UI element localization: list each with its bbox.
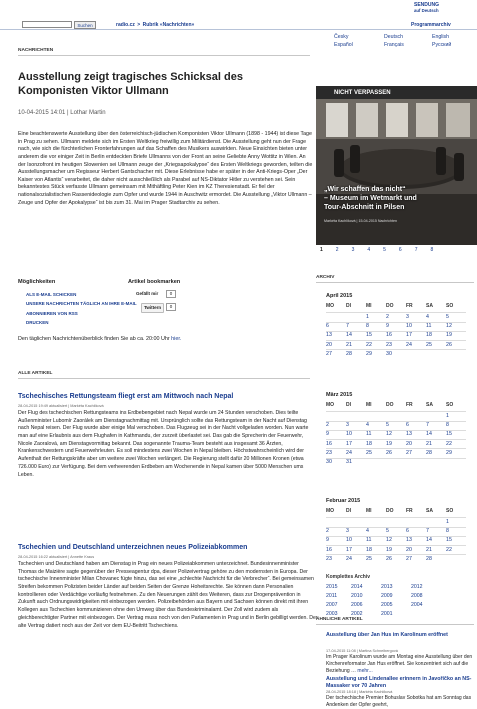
year-link[interactable]: 2013: [381, 584, 393, 590]
calendar-day[interactable]: 23: [326, 449, 346, 458]
weekday-header: MO: [326, 508, 335, 515]
calendar-day[interactable]: 24: [406, 341, 426, 350]
pager-item[interactable]: 8: [430, 247, 434, 253]
calendar-empty-cell: [386, 458, 406, 467]
like-count: 0: [166, 290, 176, 298]
caption-line: Tour-Abschnitt in Pilsen: [324, 204, 405, 212]
calendar-day[interactable]: 16: [326, 440, 346, 449]
top-bar: [0, 0, 477, 30]
weekday-header: FR: [406, 402, 413, 409]
year-link[interactable]: 2007: [326, 602, 338, 609]
brand-line-1: SENDUNG: [414, 2, 440, 8]
article-body: Eine beachtenswerte Ausstellung über den österreichisch-jüdischen Komponisten Viktor Ullmann (1898 - 1944) ist diese Tage in Prag zu sehen. Ullmann meldete sich im Ersten Weltkrieg freiwillig zum Militärdienst. Die Ausstellung geht nun der Frage nach, wie sich die fürchterlichen Fronterfahrungen auf das Schaffen des Musikers auswirkten. Neue Einsichten bieten unter anderem die vor einiger Zeit in Berlin entdeckten Briefe Ullmanns von der Front an seine Geliebte Anny Wottitz in Wien. An der Isonzofront im heutigen Slowenien sei Ullmann zeuge der „Kriegsapokalypse“ des Ersten Weltkriegs geworden, teilten die Ausstellungsmacher um Regisseur Herbert Gantschacher mit. Diese Erlebnisse habe er später in der Anti-Kriegs-Oper „Der Kaiser von Atlantis“ verarbeitet, die daher nicht ausschließlich als Parabel auf NS-Diktator Hitler zu verstehen sei. Sein bekanntestes Stück verfasste Ullmann gemeinsam mit Mithäftling Peter Kien im KZ Theresienstadt. Er fiel der nationalsozialistischen Rassenideologie zum Opfer und wurde 1944 in Auschwitz ermordet. Die Ausstellung „Viktor Ullmann – Zeuge und Opfer der Apokalypse“ ist bis zum 31. Mai im Prager Stadtarchiv zu sehen.: [18, 131, 313, 206]
calendar-empty-cell: [346, 313, 366, 322]
divider: [316, 624, 474, 625]
article-link-rescue-team[interactable]: Tschechisches Rettungsteam fliegt erst am Mittwoch nach Nepal: [18, 393, 234, 400]
weekday-header: MI: [366, 303, 372, 310]
pager-item[interactable]: 4: [367, 247, 371, 253]
article-link-police-agreement[interactable]: Tschechien und Deutschland unterzeichnen neues Polizeiabkommen: [18, 544, 248, 551]
nicht-verpassen-caption[interactable]: [316, 185, 477, 212]
weekday-header: MO: [326, 303, 335, 310]
calendar-empty-cell: [426, 412, 446, 421]
divider: [316, 282, 474, 283]
calendar-empty-cell: [326, 313, 346, 322]
calendar-day[interactable]: 14: [346, 331, 366, 340]
calendar-day[interactable]: 16: [386, 331, 406, 340]
calendar-maerz: [326, 392, 474, 467]
calendar-day[interactable]: 31: [346, 458, 366, 467]
options-list: [26, 290, 137, 328]
year-link[interactable]: 2003: [326, 611, 338, 618]
calendar-empty-cell: [366, 412, 386, 421]
pager-item[interactable]: 7: [414, 247, 418, 253]
calendar-day[interactable]: 19: [446, 331, 466, 340]
calendar-day[interactable]: 1: [366, 313, 386, 322]
calendar-day[interactable]: 1: [446, 412, 466, 421]
divider: [18, 378, 310, 379]
pager-item[interactable]: 3: [351, 247, 355, 253]
complete-archive-title: Komplettes Archiv: [326, 574, 370, 580]
calendar-day[interactable]: 8: [446, 421, 466, 430]
calendar-month-title: April 2015: [326, 293, 353, 299]
calendar-day[interactable]: 17: [346, 546, 366, 555]
calendar-day[interactable]: 6: [406, 421, 426, 430]
breadcrumb-section[interactable]: Rubrik «Nachrichten»: [142, 22, 195, 28]
calendar-day[interactable]: 7: [426, 527, 446, 536]
calendar-empty-cell: [426, 350, 446, 359]
calendar-empty-cell: [366, 518, 386, 527]
article-title: Ausstellung zeigt tragisches Schicksal des Komponisten Viktor Ullmann: [18, 71, 243, 97]
email-article-link[interactable]: ALS E-MAIL SCHICKEN: [26, 292, 77, 297]
article-teaser: Tschechien und Deutschland haben am Dienstag in Prag ein neues Polizeiabkommen unterzeichnet. Bundesinnenminister Thomas de Maizière sagte gegenüber der Presseagentur dpa, dieser Polizeivertrag gehöre zu den modernsten in Europa. Der tschechische Innenminister Milan Chovanec fügte hinzu, das sei eine „schlechte Nachricht für die Verbrecher“. Bei gemeinsamen Streifen bekommen Polizisten beider Länder auf beiden Seiten der Grenze Hoheitsrechte. Sie können dann Personalien kontrollieren oder Verdächtige vorläufig festnehmen. Zu den Neuerungen zählt des Weiteren, dass zur Drogenprävention in Zukunft auch Ordnungswidrigkeiten mit einbezogen werden. Polizeibehörden aus Bayern und Sachsen können direkt mit ihren Kollegen aus Tschechien kommunizieren ohne den Umweg über das Bundeskriminalamt. Der Zoll wird zudem als gleichberechtigter Partner mit einbezogen. Der Vertrag muss noch von den Parlamenten in Prag und in Berlin gebilligt werden. Der alte Vertrag datiert noch aus der Zeit vor dem EU-Beitritt Tschechiens.: [18, 561, 318, 629]
similar-article-link[interactable]: Ausstellung über Jan Hus im Karolinum eröffnet: [326, 632, 448, 638]
calendar-april: [326, 293, 474, 359]
weekday-header: FR: [406, 508, 413, 515]
calendar-day[interactable]: 14: [426, 430, 446, 439]
calendar-empty-cell: [386, 412, 406, 421]
year-link[interactable]: 2010: [351, 593, 363, 600]
daily-news-email-link[interactable]: UNSERE NACHRICHTEN TÄGLICH AN IHRE E-MAIL: [26, 301, 137, 307]
section-label-news: NACHRICHTEN: [18, 48, 54, 53]
lang-link-en[interactable]: English: [432, 34, 450, 40]
nicht-verpassen-header: NICHT VERPASSEN: [316, 86, 477, 99]
rss-subscribe-link[interactable]: ABONNIEREN VON RSS: [26, 310, 78, 316]
calendar-day[interactable]: 13: [406, 430, 426, 439]
calendar-day[interactable]: 4: [426, 313, 446, 322]
year-link[interactable]: 2009: [381, 593, 393, 600]
calendar-day[interactable]: 4: [366, 527, 386, 536]
caption-line: – Museum im Wetmarkt und: [324, 195, 417, 203]
pager-item[interactable]: 6: [398, 247, 402, 253]
calendar-day[interactable]: 2: [326, 421, 346, 430]
breadcrumb-separator: >: [137, 22, 141, 28]
lang-link-fr[interactable]: Français: [384, 42, 404, 49]
similar-teaser-text: Im Prager Karolinum wurde am Montag eine Ausstellung über den Kirchenreformator Jan Hus eröffnet. Sie konzentriert sich auf die Beziehung …: [326, 654, 473, 675]
calendar-day[interactable]: 20: [326, 341, 346, 350]
calendar-day[interactable]: 5: [386, 421, 406, 430]
carousel-pager: [320, 247, 433, 254]
year-link[interactable]: 2008: [411, 593, 423, 600]
calendar-month-title: März 2015: [326, 392, 353, 398]
weekday-header: MI: [366, 508, 372, 515]
breadcrumb: [116, 22, 194, 29]
calendar-day[interactable]: 26: [386, 555, 406, 564]
calendar-day[interactable]: 26: [446, 341, 466, 350]
calendar-day[interactable]: 29: [446, 449, 466, 458]
similar-article-link[interactable]: Ausstellung und Lindenallee erinnern in Javoříčko an NS-Massaker vor 70 Jahren: [326, 676, 472, 689]
calendar-day[interactable]: 5: [386, 527, 406, 536]
similar-article-meta: 28-04-2015 18:18 | Markéta Kachlíková: [326, 690, 393, 694]
similar-article-meta: 17-04-2015 11:08 | Martina Schneibergová: [326, 649, 398, 653]
weekday-header: MI: [366, 402, 372, 409]
weekday-header: DO: [386, 402, 394, 409]
calendar-day[interactable]: 8: [446, 527, 466, 536]
calendar-day[interactable]: 12: [386, 430, 406, 439]
calendar-day[interactable]: 6: [326, 322, 346, 331]
calendar-day[interactable]: 12: [446, 322, 466, 331]
calendar-day[interactable]: 27: [406, 449, 426, 458]
overview-link[interactable]: hier.: [171, 336, 182, 342]
weekday-header: MO: [326, 402, 335, 409]
calendar-day[interactable]: 28: [426, 449, 446, 458]
calendar-empty-cell: [406, 518, 426, 527]
calendar-day[interactable]: 29: [366, 350, 386, 359]
calendar-day[interactable]: 7: [346, 322, 366, 331]
pager-item[interactable]: 5: [383, 247, 386, 253]
calendar-day[interactable]: 17: [406, 331, 426, 340]
calendar-day[interactable]: 30: [326, 458, 346, 467]
calendar-day[interactable]: 27: [326, 350, 346, 359]
section-label-all-articles: ALLE ARTIKEL: [18, 371, 53, 376]
calendar-day[interactable]: 28: [346, 350, 366, 359]
calendar-februar: [326, 498, 474, 564]
calendar-day[interactable]: 8: [366, 322, 386, 331]
calendar-day[interactable]: 20: [406, 546, 426, 555]
calendar-day[interactable]: 14: [426, 536, 446, 545]
calendar-day[interactable]: 25: [426, 341, 446, 350]
year-link[interactable]: 2005: [381, 602, 393, 609]
calendar-day[interactable]: 3: [406, 313, 426, 322]
section-label-archive: ARCHIV: [316, 275, 335, 280]
similar-article-teaser: Der tschechische Premier Bohuslav Sobotka hat am Sonntag das Andenken der Opfer geehrt,: [326, 695, 472, 709]
calendar-day[interactable]: 23: [386, 341, 406, 350]
calendar-day[interactable]: 1: [446, 518, 466, 527]
article-meta: 28-04-2015 19:49 aktualisiert | Markéta Kachlíková: [18, 404, 104, 408]
options-title: Möglichkeiten: [18, 279, 56, 285]
calendar-day[interactable]: 13: [326, 331, 346, 340]
weekday-header: SO: [446, 303, 454, 310]
calendar-day[interactable]: 16: [326, 546, 346, 555]
calendar-day[interactable]: 21: [426, 440, 446, 449]
calendar-day[interactable]: 2: [386, 313, 406, 322]
calendar-day[interactable]: 15: [446, 430, 466, 439]
caption-line: „Wir schaffen das nicht“: [324, 186, 406, 193]
calendar-day[interactable]: 21: [426, 546, 446, 555]
year-link[interactable]: 2002: [351, 611, 363, 618]
weekday-header: DO: [386, 303, 394, 310]
year-link[interactable]: 2015: [326, 584, 338, 590]
section-label-similar: ÄHNLICHE ARTIKEL: [316, 617, 363, 622]
breadcrumb-site[interactable]: radio.cz: [116, 22, 135, 28]
lang-link-ru[interactable]: Русский: [432, 42, 452, 49]
article-dateline: 10-04-2015 14:01 | Lothar Martin: [18, 110, 106, 116]
article-teaser: Der Flug des tschechischen Rettungsteams ins Erdbebengebiet nach Nepal wurde um 24 Stunden verschoben. Dies teilte Außenminister Lubomír Zaorálek am Dienstagnachmittag mit. Ursprünglich sollte das Rettungsteam in der Nacht auf Dienstag nach Nepal reisen. Der Flug wurde aber einige Mal verschoben. Das Flugzeug sei in der Nacht vollgeladen worden. Nun warte man auf eine Erlaubnis aus dem Flughafen in Kathmandu, der zurzeit überlastet sei. Das gab die Sprecherin der Feuerwehr, Nicole Zaoralová, am Dienstagvormittag bekannt. Das sogenannte Trauma-Team besteht aus insgesamt 36 Ärzten, Krankenschwestern und Feuerwehrleuten. Es soll mindestens zwei Wochen in Nepal bleiben. Höchstwahrscheinlich wird der Aufenthalt der Rettungskräfte aber um weitere zwei Wochen verlängert. Die Regierung stellt dafür 20 Millionen Kronen (etwa 726.000 Euro) zur Verfügung. Bei dem verheerenden Erdbeben am Wochenende in Nepal kamen über 5000 Menschen ums Leben.: [18, 410, 309, 478]
divider: [18, 55, 310, 56]
program-archive-link[interactable]: Programmarchiv: [411, 21, 451, 28]
calendar-day[interactable]: 10: [346, 430, 366, 439]
calendar-day[interactable]: 15: [446, 536, 466, 545]
calendar-empty-cell: [346, 412, 366, 421]
calendar-day[interactable]: 18: [366, 546, 386, 555]
calendar-empty-cell: [426, 518, 446, 527]
weekday-header: SO: [446, 508, 454, 515]
lang-link-de[interactable]: Deutsch: [384, 34, 404, 40]
calendar-day[interactable]: 17: [346, 440, 366, 449]
calendar-day[interactable]: 30: [386, 350, 406, 359]
calendar-day[interactable]: 3: [346, 527, 366, 536]
calendar-day[interactable]: 18: [366, 440, 386, 449]
calendar-grid: [326, 508, 466, 563]
weekday-header: FR: [406, 303, 413, 310]
year-link[interactable]: 2011: [326, 593, 338, 600]
search-input[interactable]: [22, 21, 72, 28]
calendar-empty-cell: [386, 518, 406, 527]
calendar-empty-cell: [446, 350, 466, 359]
calendar-day[interactable]: 19: [386, 546, 406, 555]
calendar-day[interactable]: 23: [326, 555, 346, 564]
calendar-day[interactable]: 7: [426, 421, 446, 430]
weekday-header: SO: [446, 402, 454, 409]
brand-line-2: auf Deutsch: [414, 8, 439, 13]
tweet-count: 0: [166, 303, 176, 311]
similar-article-teaser: [326, 654, 474, 675]
calendar-day[interactable]: 25: [366, 449, 386, 458]
search-button[interactable]: Suchen: [74, 21, 96, 29]
brand-logo[interactable]: [400, 2, 460, 13]
calendar-day[interactable]: 11: [426, 322, 446, 331]
calendar-day[interactable]: 2: [326, 527, 346, 536]
calendar-day[interactable]: 10: [406, 322, 426, 331]
calendar-month-title: Februar 2015: [326, 498, 361, 504]
calendar-empty-cell: [406, 350, 426, 359]
calendar-day[interactable]: 22: [446, 546, 466, 555]
pager-item[interactable]: 1: [320, 247, 323, 253]
calendar-day[interactable]: 5: [446, 313, 466, 322]
year-link[interactable]: 2001: [381, 611, 393, 618]
calendar-day[interactable]: 3: [346, 421, 366, 430]
year-link[interactable]: 2004: [411, 602, 423, 609]
like-button[interactable]: Gefällt mir: [136, 291, 159, 296]
calendar-day[interactable]: 18: [426, 331, 446, 340]
language-selector: [334, 34, 474, 49]
calendar-empty-cell: [326, 518, 346, 527]
calendar-empty-cell: [446, 555, 466, 564]
article-meta: 28-04-2015 16:22 aktualisiert | Annette Kraus: [18, 555, 95, 559]
daily-overview: [18, 336, 181, 343]
calendar-day[interactable]: 9: [326, 430, 346, 439]
weekday-header: SA: [426, 508, 433, 515]
calendar-day[interactable]: 27: [406, 555, 426, 564]
calendar-empty-cell: [426, 458, 446, 467]
weekday-header: SA: [426, 402, 433, 409]
calendar-day[interactable]: 21: [346, 341, 366, 350]
calendar-day[interactable]: 24: [346, 555, 366, 564]
year-link[interactable]: 2012: [411, 584, 423, 590]
weekday-header: DI: [346, 402, 351, 409]
calendar-day[interactable]: 12: [386, 536, 406, 545]
weekday-header: SA: [426, 303, 433, 310]
calendar-day[interactable]: 15: [366, 331, 386, 340]
calendar-grid: [326, 402, 466, 467]
calendar-day[interactable]: 10: [346, 536, 366, 545]
calendar-empty-cell: [366, 458, 386, 467]
calendar-day[interactable]: 11: [366, 536, 386, 545]
calendar-empty-cell: [326, 412, 346, 421]
overview-text: Den täglichen Nachrichtenüberblick finden Sie ab ca. 20:00 Uhr: [18, 336, 172, 342]
calendar-day[interactable]: 26: [386, 449, 406, 458]
lang-link-cs[interactable]: Česky: [334, 34, 349, 40]
calendar-day[interactable]: 11: [366, 430, 386, 439]
more-link[interactable]: mehr...: [357, 668, 373, 675]
calendar-day[interactable]: 22: [366, 341, 386, 350]
calendar-day[interactable]: 9: [326, 536, 346, 545]
calendar-empty-cell: [446, 458, 466, 467]
pager-item[interactable]: 2: [335, 247, 339, 253]
tweet-button[interactable]: Twittern: [141, 303, 164, 313]
weekday-header: DO: [386, 508, 394, 515]
calendar-day[interactable]: 9: [386, 322, 406, 331]
year-links: [326, 584, 466, 618]
calendar-day[interactable]: 25: [366, 555, 386, 564]
year-link[interactable]: 2014: [351, 584, 363, 590]
bookmarks-title: Artikel bookmarken: [128, 279, 181, 285]
weekday-header: DI: [346, 303, 351, 310]
calendar-day[interactable]: 20: [406, 440, 426, 449]
calendar-day[interactable]: 4: [366, 421, 386, 430]
caption-meta: Markéta Kachlíková | 15-04-2015 Nachrichten: [324, 219, 398, 223]
weekday-header: DI: [346, 508, 351, 515]
lang-link-es[interactable]: Español: [334, 42, 353, 49]
calendar-day[interactable]: 22: [446, 440, 466, 449]
calendar-day[interactable]: 19: [386, 440, 406, 449]
calendar-empty-cell: [406, 412, 426, 421]
calendar-day[interactable]: 6: [406, 527, 426, 536]
calendar-grid: [326, 303, 466, 358]
calendar-day[interactable]: 28: [426, 555, 446, 564]
calendar-empty-cell: [406, 458, 426, 467]
year-link[interactable]: 2006: [351, 602, 363, 609]
calendar-day[interactable]: 24: [346, 449, 366, 458]
calendar-empty-cell: [346, 518, 366, 527]
calendar-day[interactable]: 13: [406, 536, 426, 545]
print-link[interactable]: DRUCKEN: [26, 320, 49, 326]
